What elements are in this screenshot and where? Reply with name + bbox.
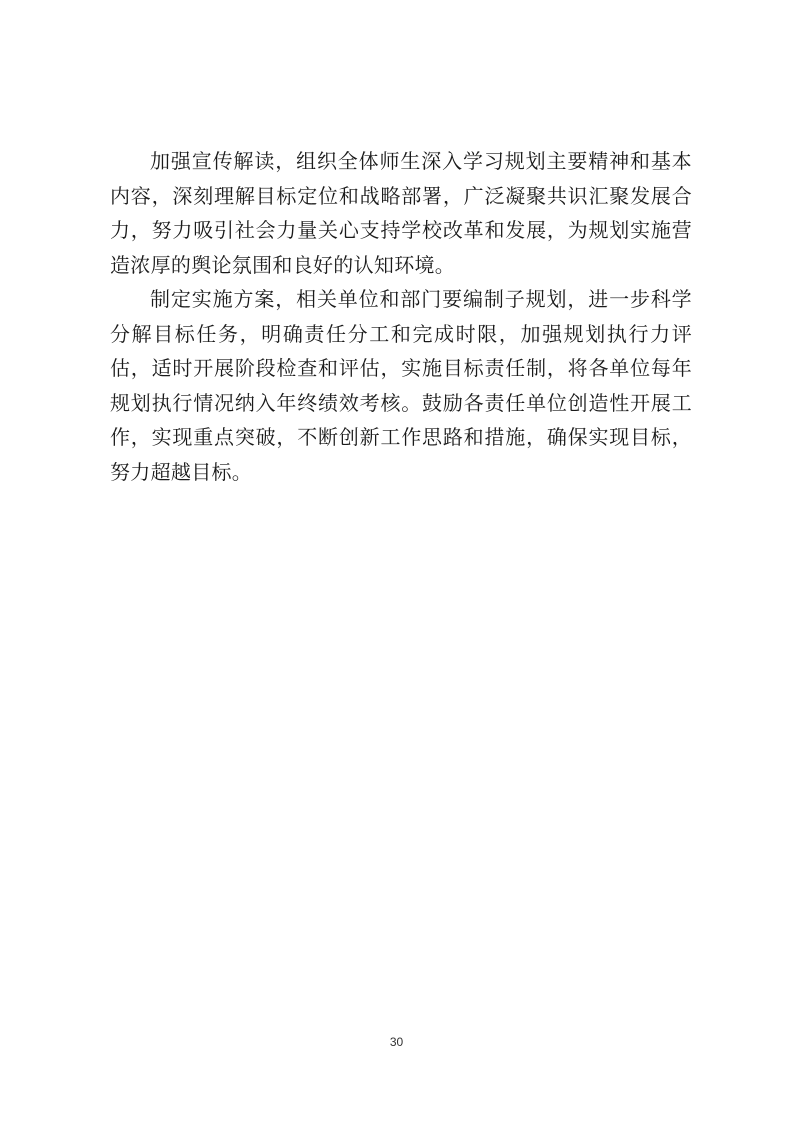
paragraph-implementation: 制定实施方案，相关单位和部门要编制子规划，进一步科学分解目标任务，明确责任分工和完成时限，加强规划执行力评估，适时开展阶段检查和评估，实施目标责任制，将各单位每年规划执行情况纳入年终绩效考核。鼓励各责任单位创造性开展工作，实现重点突破，不断创新工作思路和措施，确保实现目标，努力超越目标。 — [110, 287, 692, 484]
page-number: 30 — [389, 1035, 404, 1049]
paragraph-publicity: 加强宣传解读，组织全体师生深入学习规划主要精神和基本内容，深刻理解目标定位和战略部署，广泛凝聚共识汇聚发展合力，努力吸引社会力量关心支持学校改革和发展，为规划实施营造浓厚的舆论氛围和良好的认知环境。 — [110, 149, 692, 277]
body-text — [110, 144, 692, 489]
